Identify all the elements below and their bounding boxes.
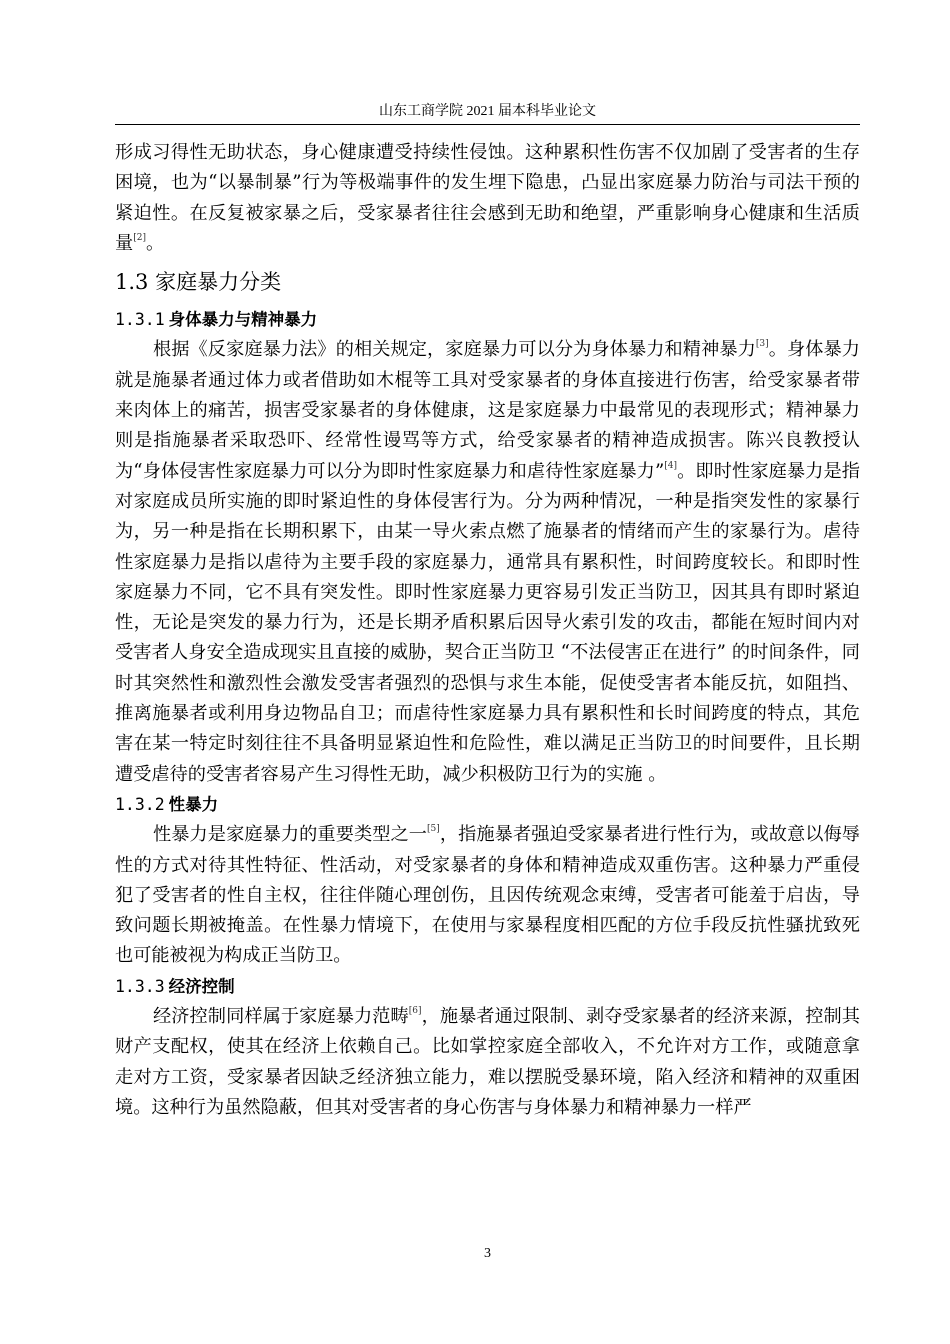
- subsection-2-text-b: ，指施暴者强迫受家暴者进行性行为，或故意以侮辱性的方式对待其性特征、性活动，对受家暴者的身体和精神造成双重伤害。这种暴力严重侵犯了受害者的性自主权，往往伴随心理创伤，且因传统观念束缚，受害者可能羞于启齿，导致问题长期被掩盖。在性暴力情境下，在使用与家暴程度相匹配的方位手段反抗性骚扰致死也可能被视为构成正当防卫。: [115, 824, 860, 967]
- subsection-3-number: 1.3.3: [115, 976, 165, 996]
- citation-2[interactable]: [2]: [133, 232, 146, 243]
- running-header: 山东工商学院 2021 届本科毕业论文: [379, 104, 596, 119]
- subsection-2-number: 1.3.2: [115, 794, 165, 814]
- subsection-1-paragraph: [115, 335, 860, 789]
- intro-text: 形成习得性无助状态，身心健康遭受持续性侵蚀。这种累积性伤害不仅加剧了受害者的生存困境，也为“以暴制暴”行为等极端事件的发生埋下隐患，凸显出家庭暴力防治与司法干预的紧迫性。在反复被家暴之后，受家暴者往往会感到无助和绝望，严重影响身心健康和生活质量: [115, 142, 860, 254]
- subsection-1-text-c: 。即时性家庭暴力是指对家庭成员所实施的即时紧迫性的身体侵害行为。分为两种情况，一种是指突发性的家暴行为，另一种是指在长期积累下，由某一导火索点燃了施暴者的情绪而产生的家暴行为。虐待性家庭暴力是指以虐待为主要手段的家庭暴力，通常具有累积性，时间跨度较长。和即时性家庭暴力不同，它不具有突发性。即时性家庭暴力更容易引发正当防卫，因其具有即时紧迫性，无论是突发的暴力行为，还是长期矛盾积累后因导火索引发的攻击，都能在短时间内对受害者人身安全造成现实且直接的威胁，契合正当防卫 “不法侵害正在进行” 的时间条件，同时其突然性和激烈性会激发受害者强烈的恐惧与求生本能，促使受害者本能反抗，如阻挡、推离施暴者或利用身边物品自卫；而虐待性家庭暴力具有累积性和长时间跨度的特点，其危害在某一特定时刻往往不具备明显紧迫性和危险性，难以满足正当防卫的时间要件，且长期遭受虐待的受害者容易产生习得性无助，减少积极防卫行为的实施 。: [115, 460, 860, 785]
- subsection-1-text-b: 。身体暴力就是施暴者通过体力或者借助如木棍等工具对受家暴者的身体直接进行伤害，给受家暴者带来肉体上的痛苦，损害受家暴者的身体健康，这是家庭暴力中最常见的表现形式；精神暴力则是指施暴者采取恐吓、经常性谩骂等方式，给受家暴者的精神造成损害。陈兴良教授认为“身体侵害性家庭暴力可以分为即时性家庭暴力和虐待性家庭暴力”: [115, 339, 860, 482]
- document-body: [115, 138, 860, 1123]
- header-divider: [115, 124, 860, 125]
- section-title: 1.3 家庭暴力分类: [115, 270, 282, 295]
- subsection-2-text-a: 性暴力是家庭暴力的重要类型之一: [153, 824, 428, 846]
- subsection-2-heading: [115, 790, 860, 820]
- subsection-1-text-a: 根据《反家庭暴力法》的相关规定，家庭暴力可以分为身体暴力和精神暴力: [153, 339, 756, 361]
- subsection-1-heading: [115, 305, 860, 335]
- subsection-3-text-a: 经济控制同样属于家庭暴力范畴: [153, 1006, 409, 1028]
- subsection-2-title: 性暴力: [168, 794, 219, 814]
- intro-end: 。: [145, 232, 165, 254]
- citation-5[interactable]: [5]: [427, 824, 440, 835]
- subsection-1-number: 1.3.1: [115, 310, 165, 330]
- citation-3[interactable]: [3]: [755, 339, 769, 350]
- intro-paragraph: [115, 138, 860, 259]
- page-number: 3: [484, 1246, 491, 1261]
- subsection-2-paragraph: [115, 820, 860, 971]
- citation-4[interactable]: [4]: [664, 460, 678, 471]
- citation-6[interactable]: [6]: [408, 1006, 422, 1017]
- subsection-3-title: 经济控制: [168, 976, 235, 996]
- subsection-1-title: 身体暴力与精神暴力: [168, 310, 318, 330]
- subsection-3-paragraph: [115, 1002, 860, 1123]
- subsection-3-text-b: ，施暴者通过限制、剥夺受家暴者的经济来源，控制其财产支配权，使其在经济上依赖自己。比如掌控家庭全部收入，不允许对方工作，或随意拿走对方工资，受家暴者因缺乏经济独立能力，难以摆脱受暴环境，陷入经济和精神的双重困境。这种行为虽然隐蔽，但其对受害者的身心伤害与身体暴力和精神暴力一样严: [115, 1006, 860, 1118]
- subsection-3-heading: [115, 972, 860, 1002]
